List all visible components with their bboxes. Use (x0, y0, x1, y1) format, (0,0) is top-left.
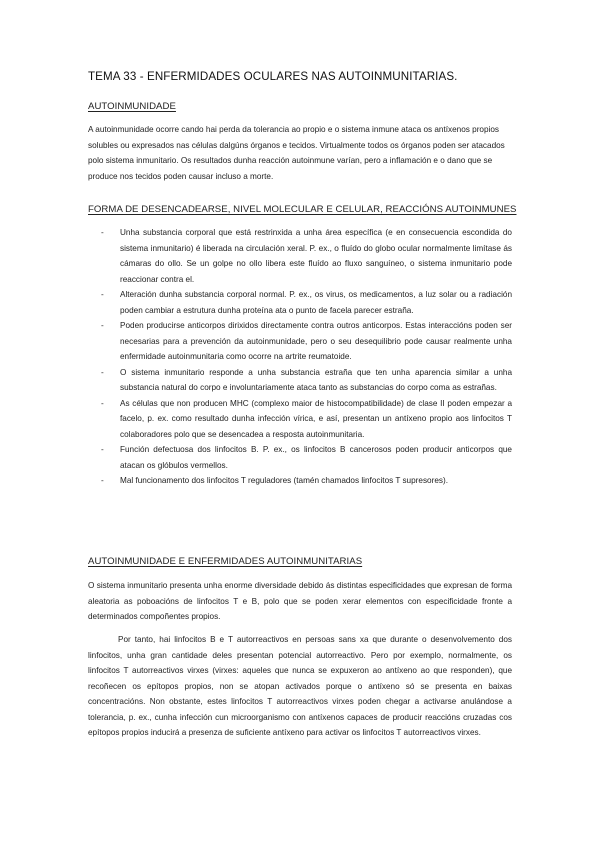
list-item-text: Unha substancia corporal que está restrinxida a unha área específica (e en consecuencia escondida do sistema inmunitario) é liberada na circulación xeral. P. ex., o fluído do globo ocular normalmente limítase ás cámaras do ollo. Se un golpe no ollo libera este fluído ao fluxo sanguíneo, o sistema inmunitario pode reaccionar contra el. (120, 228, 512, 284)
document-title: TEMA 33 - ENFERMIDADES OCULARES NAS AUTOINMUNITARIAS. (88, 70, 458, 83)
list-item-text: Poden producirse anticorpos dirixidos directamente contra outros anticorpos. Estas interaccións poden ser necesarias para a prevención da autoinmunidade, pero o seu desequilibrio pode causar realmente unha enfermidade autoinmunitaria como ocorre na artrite reumatoide. (120, 321, 512, 361)
list-item (88, 287, 512, 318)
list-item (88, 396, 512, 443)
list-item (88, 442, 512, 473)
list-item (88, 365, 512, 396)
list-item-text: As células que non producen MHC (complexo maior de histocompatibilidade) de clase II poden empezar a facelo, p. ex. como resultado dunha infección vírica, e así, presentan un antíxeno propio aos linfocitos T colaboradores polo que se desencadea a resposta autoinmunitaria. (120, 398, 512, 439)
section-heading-enfermidades-autoinmunitarias: AUTOINMUNIDADE E ENFERMIDADES AUTOINMUNITARIAS (88, 556, 363, 567)
section-paragraph-diversidade: O sistema inmunitario presenta unha enorme diversidade debido ás distintas especificidades que expresan de forma aleatoria as poboacións de linfocitos T e B, polo que se poden xerar elementos con especificidade fronte a determinados compoñentes propios. (88, 581, 512, 621)
list-item-text: Alteración dunha substancia corporal normal. P. ex., os virus, os medicamentos, a luz solar ou a radiación poden cambiar a estrutura dunha proteína ata o punto de facela parecer estraña. (120, 290, 512, 315)
bullet-marker: - (101, 228, 104, 237)
list-item-text: Mal funcionamento dos linfocitos T reguladores (tamén chamados linfocitos T supresores). (120, 476, 448, 485)
bullet-marker: - (101, 398, 104, 408)
section-paragraph-linfocitos-autorreactivos: Por tanto, hai linfocitos B e T autorreactivos en persoas sans xa que durante o desenvolvemento dos linfocitos, unha gran cantidade deles presentan potencial autorreactivo. Pero por exemplo, normalmente, os linfocitos T autorreactivos virxes (virxes: aqueles que nunca se expuxeron ao antíxeno ao que responden), que recoñecen os epítopos propios, non se atopan activados porque o antíxeno só se presenta en baixas concentracións. Non obstante, estes linfocitos T autorreactivos virxes poden chegar a activarse anulándose a tolerancia, p. ex., cunha infección cun microorganismo con antíxenos capaces de producir reaccións cruzadas cos epítopos propios inducirá a presenza de suficiente antíxeno para activar os linfocitos T autorreactivos virxes. (88, 635, 512, 737)
list-item-text: O sistema inmunitario responde a unha substancia estraña que ten unha aparencia similar a unha substancia natural do corpo e involuntariamente ataca tanto as substancias do corpo coma as estrañas. (120, 367, 512, 392)
section-paragraph-autoinmunidade: A autoinmunidade ocorre cando hai perda da tolerancia ao propio e o sistema inmune ataca os antíxenos propios solubles ou expresados nas células dalgúns órganos e tecidos. Virtualmente todos os órganos poden ser atacados polo sistema inmunitario. Os resultados dunha reacción autoinmune varían, pero a inflamación e o dano que se produce nos tecidos poden causar incluso a morte. (88, 125, 505, 181)
section-heading-autoinmunidade: AUTOINMUNIDADE (88, 101, 176, 112)
list-item (88, 473, 512, 489)
section-heading-forma-desencadearse: FORMA DE DESENCADEARSE, NIVEL MOLECULAR E CELULAR, REACCIÓNS AUTOINMUNES (88, 204, 517, 215)
bullet-list-reaccions (88, 225, 512, 489)
bullet-marker: - (101, 321, 104, 330)
list-item-text: Función defectuosa dos linfocitos B. P. ex., os linfocitos B cancerosos poden producir anticorpos que atacan os glóbulos vermellos. (120, 445, 512, 470)
bullet-marker: - (101, 290, 104, 299)
list-item (88, 318, 512, 365)
bullet-marker: - (101, 445, 104, 454)
list-item (88, 225, 512, 287)
bullet-marker: - (101, 367, 104, 377)
bullet-marker: - (101, 476, 104, 485)
